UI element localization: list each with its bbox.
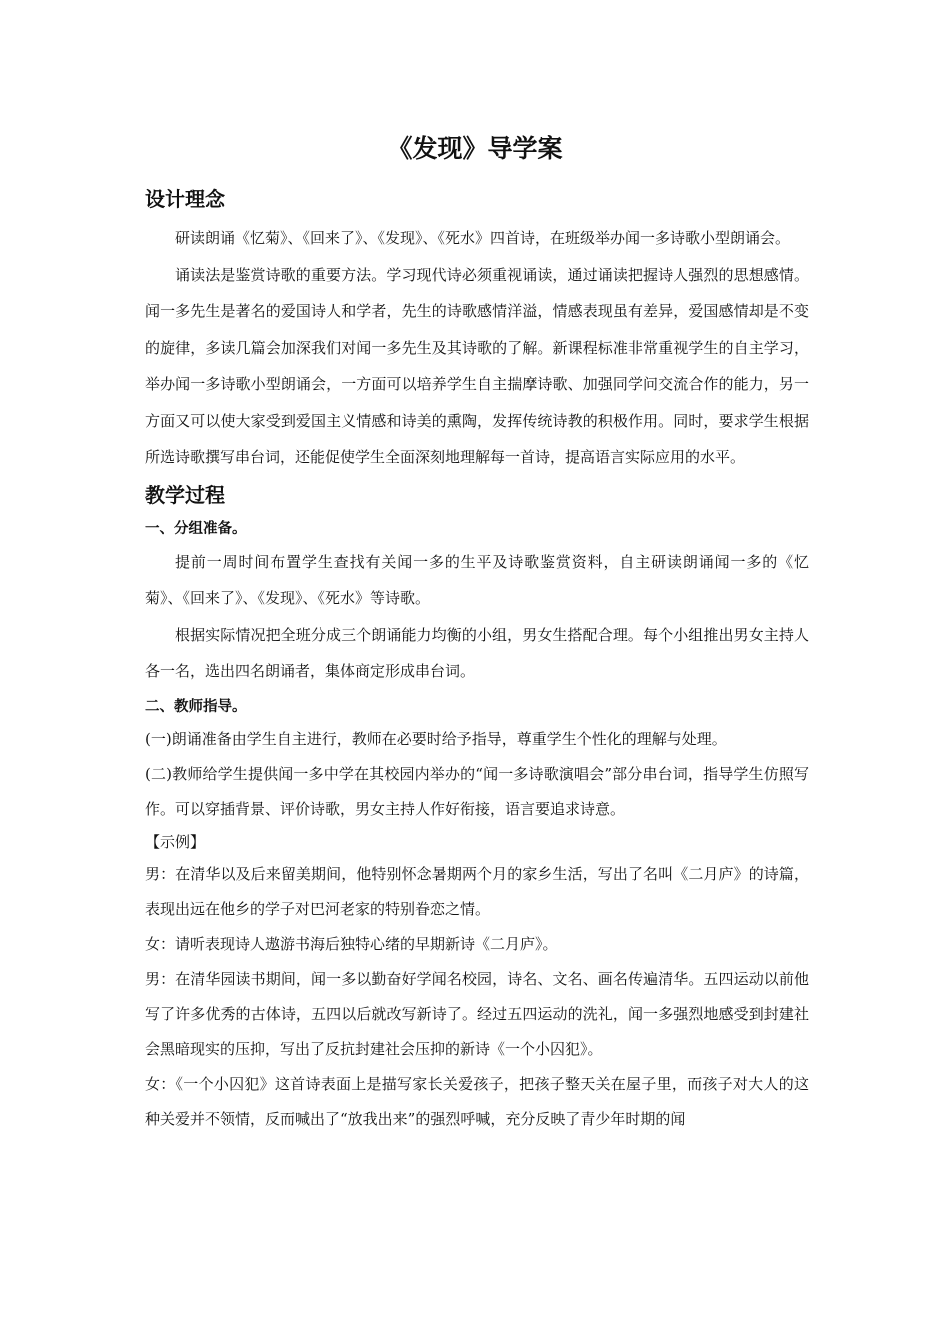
document-title: 《发现》导学案 bbox=[387, 134, 563, 163]
subsection-heading-step1: 一、分组准备。 bbox=[145, 520, 247, 537]
dialogue-line: 男：在清华园读书期间，闻一多以勤奋好学闻名校园，诗名、文名、画名传遍清华。五四运动以前他写了许多优秀的古体诗，五四以后就改写新诗了。经过五四运动的洗礼，闻一多强烈地感受到封建社会黑暗现实的压抑，写出了反抗封建社会压抑的新诗《一个小囚犯》。 bbox=[145, 969, 809, 1058]
dialogue-line: 男：在清华以及后来留美期间，他特别怀念暑期两个月的家乡生活，写出了名叫《二月庐》的诗篇，表现出远在他乡的学子对巴河老家的特别眷恋之情。 bbox=[145, 864, 809, 918]
paragraph: (一)朗诵准备由学生自主进行，教师在必要时给予指导，尊重学生个性化的理解与处理。 bbox=[145, 729, 727, 748]
subsection-heading-step2: 二、教师指导。 bbox=[145, 698, 247, 715]
paragraph: 研读朗诵《忆菊》、《回来了》、《发现》、《死水》四首诗，在班级举办闻一多诗歌小型朗诵会。 bbox=[175, 229, 791, 247]
paragraph: 根据实际情况把全班分成三个朗诵能力均衡的小组，男女生搭配合理。每个小组推出男女主持人各一名，选出四名朗诵者，集体商定形成串台词。 bbox=[145, 625, 809, 680]
document-body bbox=[145, 180, 809, 1137]
dialogue-line: 女：《一个小囚犯》这首诗表面上是描写家长关爱孩子，把孩子整天关在屋子里，而孩子对大人的这种关爱并不领情，反而喊出了“放我出来”的强烈呼喊，充分反映了青少年时期的闻 bbox=[145, 1074, 809, 1128]
section-heading-design: 设计理念 bbox=[145, 187, 225, 211]
paragraph: (二)教师给学生提供闻一多中学在其校园内举办的“闻一多诗歌演唱会”部分串台词，指导学生仿照写作。可以穿插背景、评价诗歌，男女主持人作好衔接，语言要追求诗意。 bbox=[145, 764, 809, 818]
example-label: 【示例】 bbox=[145, 832, 206, 851]
paragraph: 诵读法是鉴赏诗歌的重要方法。学习现代诗必须重视诵读，通过诵读把握诗人强烈的思想感情。闻一多先生是著名的爱国诗人和学者，先生的诗歌感情洋溢，情感表现虽有差异，爱国感情却是不变的旋律，多读几篇会加深我们对闻一多先生及其诗歌的了解。新课程标准非常重视学生的自主学习，举办闻一多诗歌小型朗诵会，一方面可以培养学生自主揣摩诗歌、加强同学问交流合作的能力，另一方面又可以使大家受到爱国主义情感和诗美的熏陶，发挥传统诗教的积极作用。同时，要求学生根据所选诗歌撰写串台词，还能促使学生全面深刻地理解每一首诗，提高语言实际应用的水平。 bbox=[145, 265, 809, 466]
paragraph: 提前一周时间布置学生查找有关闻一多的生平及诗歌鉴赏资料，自主研读朗诵闻一多的《忆菊》、《回来了》、《发现》、《死水》等诗歌。 bbox=[145, 552, 809, 607]
dialogue-line: 女：请听表现诗人遨游书海后独特心绪的早期新诗《二月庐》。 bbox=[145, 934, 558, 953]
section-heading-process: 教学过程 bbox=[145, 482, 225, 507]
